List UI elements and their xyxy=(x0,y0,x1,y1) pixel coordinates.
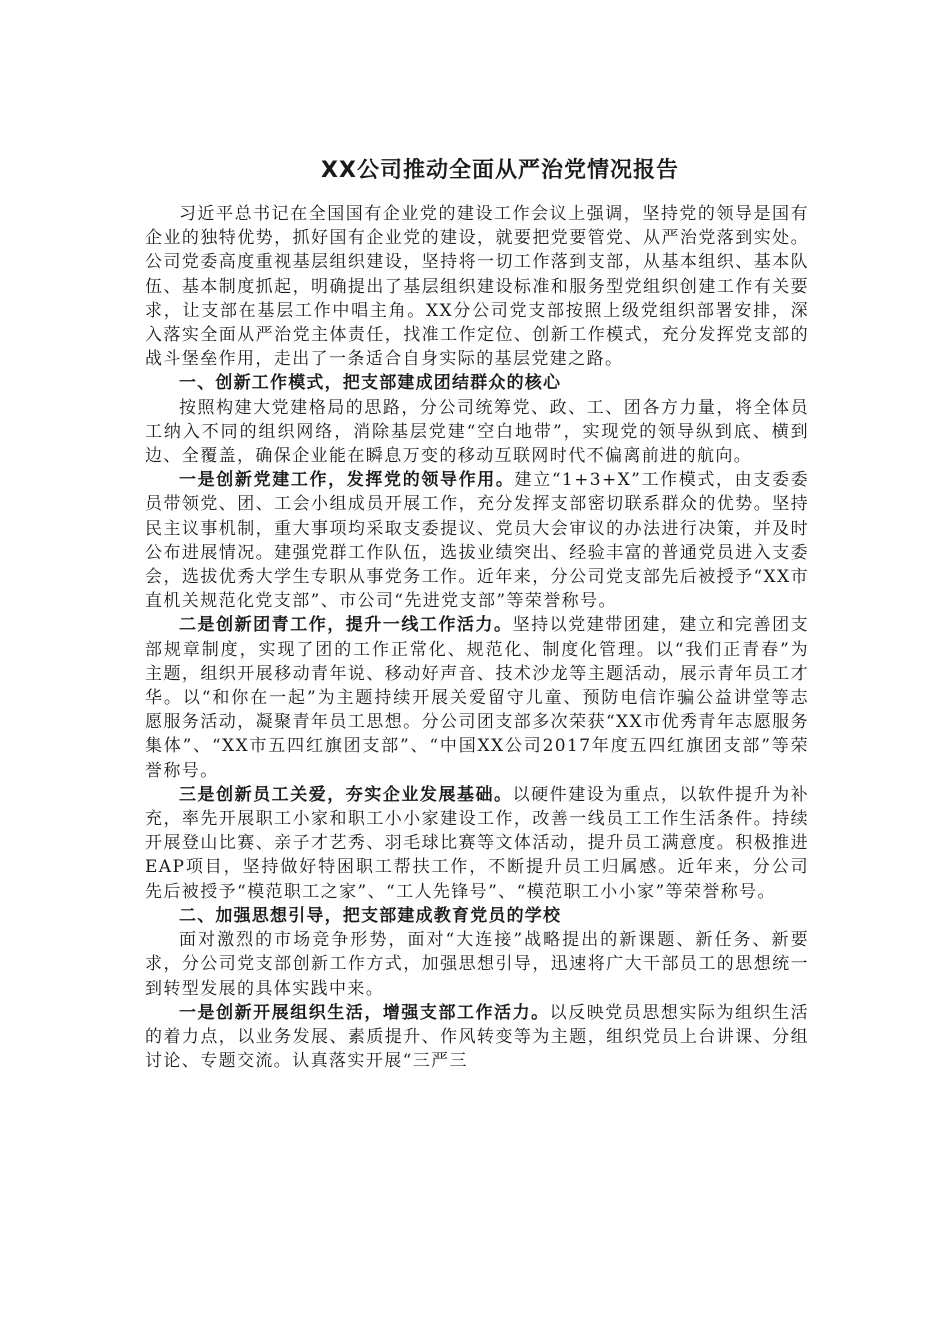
section-1-point-3-text: 以硬件建设为重点，以软件提升为补充，率先开展职工小家和职工小小家建设工作，改善一线员工工作生活条件。持续开展登山比赛、亲子才艺秀、羽毛球比赛等文体活动，提升员工满意度。积极推进EAP项目，坚持做好特困职工帮扶工作，不断提升员工归属感。近年来，分公司先后被授予“模范职工之家”、“工人先锋号”、“模范职工小小家”等荣誉称号。 xyxy=(145,784,810,902)
section-2-intro: 面对激烈的市场竞争形势，面对“大连接”战略提出的新课题、新任务、新要求，分公司党支部创新工作方式，加强思想引导，迅速将广大干部员工的思想统一到转型发展的具体实践中来。 xyxy=(145,930,809,999)
section-1-point-1-text: 建立“1+3+X”工作模式，由支委委员带领党、团、工会小组成员开展工作，充分发挥支部密切联系群众的优势。坚持民主议事机制，重大事项均采取支委提议、党员大会审议的办法进行决策，并及时公布进展情况。建强党群工作队伍，选拔业绩突出、经验丰富的普通党员进入支委会，选拔优秀大学生专职从事党务工作。近年来，分公司党支部先后被授予“XX市直机关规范化党支部”、市公司“先进党支部”等荣誉称号。 xyxy=(145,470,810,612)
section-1-intro: 按照构建大党建格局的思路，分公司统筹党、政、工、团各方力量，将全体员工纳入不同的组织网络，消除基层党建“空白地带”，实现党的领导纵到底、横到边、全覆盖，确保企业能在瞬息万变的移动互联网时代不偏离前进的航向。 xyxy=(145,397,809,467)
section-1-point-2-lead: 二是创新团青工作，提升一线工作活力。 xyxy=(179,615,513,636)
section-2-point-1-lead: 一是创新开展组织生活，增强支部工作活力。 xyxy=(179,1002,550,1023)
section-1-heading: 一、创新工作模式，把支部建成团结群众的核心 xyxy=(179,373,562,394)
section-1-point-1 xyxy=(145,468,809,613)
section-1-point-1-lead: 一是创新党建工作，发挥党的领导作用。 xyxy=(179,470,515,491)
section-1-point-2 xyxy=(145,613,809,782)
document-title: XX公司推动全面从严治党情况报告 xyxy=(321,157,679,183)
section-1-point-2-text: 坚持以党建带团建，建立和完善团支部规章制度，实现了团的工作正常化、规范化、制度化管理。以“我们正青春”为主题，组织开展移动青年说、移动好声音、技术沙龙等主题活动，展示青年员工才华。以“和你在一起”为主题持续开展关爱留守儿童、预防电信诈骗公益讲堂等志愿服务活动，凝聚青年员工思想。分公司团支部多次荣获“XX市优秀青年志愿服务集体”、“XX市五四红旗团支部”、“中国XX公司2017年度五四红旗团支部”等荣誉称号。 xyxy=(145,615,810,781)
section-1-point-3 xyxy=(145,783,809,904)
section-2-point-1 xyxy=(145,1001,809,1074)
document-body xyxy=(145,202,809,1073)
section-1-point-3-lead: 三是创新员工关爱，夯实企业发展基础。 xyxy=(179,784,513,805)
section-2-point-1-text: 以反映党员思想实际为组织生活的着力点，以业务发展、素质提升、作风转变等为主题，组织党员上台讲课、分组讨论、专题交流。认真落实开展“三严三 xyxy=(145,1002,810,1072)
intro-paragraph: 习近平总书记在全国国有企业党的建设工作会议上强调，坚持党的领导是国有企业的独特优势，抓好国有企业党的建设，就要把党要管党、从严治党落到实处。公司党委高度重视基层组织建设，坚持将一切工作落到支部，从基本组织、基本队伍、基本制度抓起，明确提出了基层组织建设标准和服务型党组织创建工作有关要求，让支部在基层工作中唱主角。XX分公司党支部按照上级党组织部署安排，深入落实全面从严治党主体责任，找准工作定位、创新工作模式，充分发挥党支部的战斗堡垒作用，走出了一条适合自身实际的基层党建之路。 xyxy=(145,204,809,370)
section-2-heading: 二、加强思想引导，把支部建成教育党员的学校 xyxy=(179,905,562,926)
